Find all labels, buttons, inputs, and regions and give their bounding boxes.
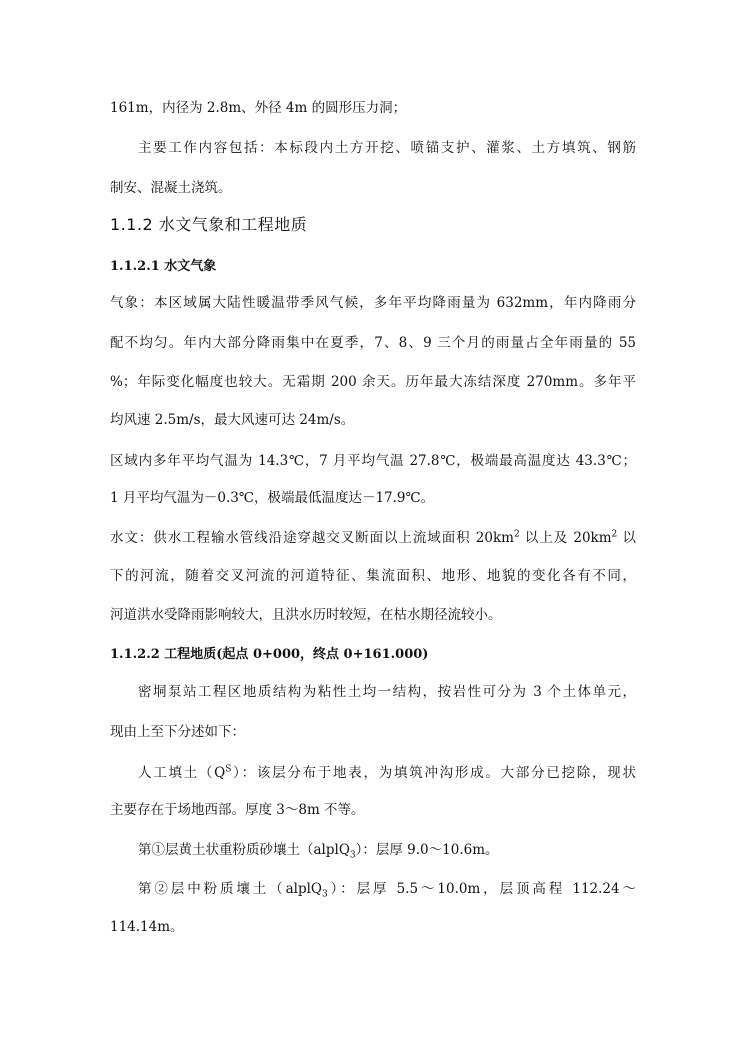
text-run: ）：层厚 5.5～10.0m，层顶高程 112.24～ — [327, 881, 636, 897]
text-run: ）：该层分布于地表，为填筑冲沟形成。大部分已挖除，现状 — [231, 765, 636, 781]
text-run: 第①层黄土状重粉质砂壤土（alplQ — [138, 842, 350, 858]
text-line — [110, 528, 636, 548]
text-run: ）：层厚 9.0～10.6m。 — [355, 842, 499, 858]
text-line: 河道洪水受降雨影响较大，且洪水历时较短，在枯水期径流较小。 — [110, 607, 502, 623]
subsection-heading: 1.1.2.2 工程地质(起点 0+000，终点 0+161.000) — [110, 647, 429, 662]
text-line — [138, 763, 636, 783]
text-line: %；年际变化幅度也较大。无霜期 200 余天。历年最大冻结深度 270mm。多年平 — [110, 374, 636, 390]
text-line: 气象：本区域属大陆性暖温带季风气候，多年平均降雨量为 632mm，年内降雨分 — [110, 295, 636, 311]
text-line: 现由上至下分述如下： — [110, 724, 245, 740]
text-run: 第②层中粉质壤土（alplQ — [138, 881, 322, 897]
text-run: 人工填土（Q — [138, 765, 226, 781]
superscript: 2 — [611, 529, 618, 540]
text-line: 主要工作内容包括：本标段内土方开挖、喷锚支护、灌浆、土方填筑、钢筋 — [138, 140, 636, 156]
text-line — [138, 840, 636, 860]
text-line: 区域内多年平均气温为 14.3℃，7 月平均气温 27.8℃，极端最高温度达 43.3℃； — [110, 453, 636, 469]
text-run: 以上及 20km — [519, 530, 612, 546]
superscript: S — [225, 764, 232, 775]
text-line: 制安、混凝土浇筑。 — [110, 180, 232, 196]
text-line: 主要存在于场地西部。厚度 3～8m 不等。 — [110, 802, 365, 818]
text-line — [138, 879, 636, 899]
text-line: 161m，内径为 2.8m、外径 4m 的圆形压力洞； — [110, 100, 407, 116]
subscript: 3 — [349, 850, 356, 861]
subscript: 3 — [321, 889, 328, 900]
text-run: 以 — [617, 530, 636, 546]
text-run: 水文：供水工程输水管线沿途穿越交叉断面以上流域面积 20km — [110, 530, 514, 546]
text-line: 密垌泵站工程区地质结构为粘性土均一结构，按岩性可分为 3 个土体单元， — [138, 684, 636, 700]
subsection-heading: 1.1.2.1 水文气象 — [110, 259, 217, 274]
text-line: 1 月平均气温为－0.3℃，极端最低温度达－17.9℃。 — [110, 490, 435, 506]
text-line: 114.14m。 — [110, 919, 184, 935]
text-line: 配不均匀。年内大部分降雨集中在夏季，7、8、9 三个月的雨量占全年雨量的 55 — [110, 335, 636, 351]
text-line: 下的河流，随着交叉河流的河道特征、集流面积、地形、地貌的变化各有不同， — [110, 568, 636, 584]
superscript: 2 — [513, 529, 520, 540]
text-line: 均风速 2.5m/s，最大风速可达 24m/s。 — [110, 412, 355, 428]
section-heading: 1.1.2 水文气象和工程地质 — [110, 215, 308, 234]
